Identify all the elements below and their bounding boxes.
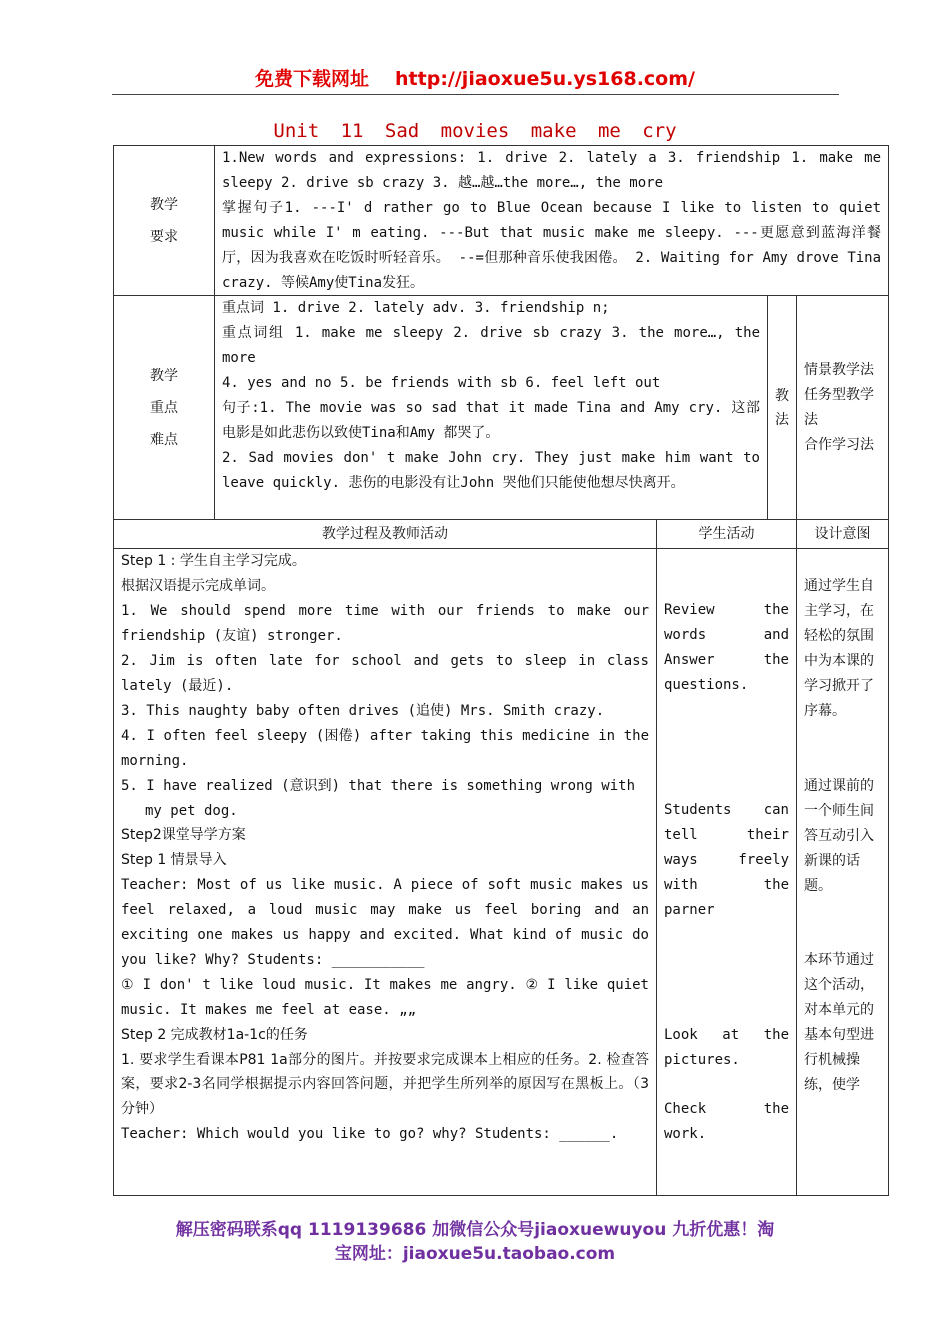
process-row bbox=[114, 549, 889, 1196]
student-activity bbox=[657, 549, 797, 1196]
design-intent-item: 本环节通过这个活动，对本单元的基本句型进行机械操练，使学 bbox=[804, 952, 874, 1093]
process-line: 根据汉语提示完成单词。 bbox=[121, 578, 275, 595]
process-line: Step 2 完成教材1a-1c的任务 bbox=[121, 1026, 308, 1043]
process-line: Teacher: Which would you like to go? why? Students: ______. bbox=[121, 1126, 619, 1143]
header-divider bbox=[112, 94, 839, 95]
process-line: Step 1 情景导入 bbox=[121, 852, 227, 869]
header-label: 免费下载网址 bbox=[255, 68, 370, 90]
design-intent bbox=[797, 549, 889, 1196]
method-item: 合作学习法 bbox=[804, 436, 874, 453]
methods-list bbox=[797, 296, 889, 520]
key-point-line: 重点词 1. drive 2. lately adv. 3. friendship n; bbox=[222, 300, 610, 317]
key-point-line: 2. Sad movies don' t make John cry. They just make him want to leave quickly. 悲伤的电影没有让John 哭他们只能使他想尽快离开。 bbox=[222, 449, 760, 491]
method-item: 情景教学法 bbox=[804, 362, 874, 379]
key-point-line: 句子:1. The movie was so sad that it made Tina and Amy cry. 这部电影是如此悲伤以致使Tina和Amy 都哭了。 bbox=[222, 400, 760, 441]
process-line: ① I don' t like loud music. It makes me angry. ② I like quiet music. It makes me feel at ease. „„ bbox=[121, 976, 649, 1018]
header-url[interactable]: http://jiaoxue5u.ys168.com/ bbox=[395, 68, 695, 90]
process-header-teacher: 教学过程及教师活动 bbox=[114, 520, 657, 549]
design-intent-item: 通过学生自主学习，在轻松的氛围中为本课的学习掀开了序幕。 bbox=[804, 578, 874, 719]
footer-line-1: 解压密码联系qq 1119139686 加微信公众号jiaoxuewuyou 九折优惠！淘 bbox=[175, 1220, 775, 1240]
objectives-label: 教学 要求 bbox=[114, 146, 215, 296]
process-line: 3. This naughty baby often drives (追使) Mrs. Smith crazy. bbox=[121, 702, 605, 719]
process-line: Step 1 : 学生自主学习完成。 bbox=[121, 553, 306, 570]
objectives-content bbox=[215, 146, 889, 296]
key-point-line: 重点词组 1. make me sleepy 2. drive sb crazy 3. the more…, the more bbox=[222, 325, 760, 367]
student-activity-item: Check the work. bbox=[664, 1101, 789, 1143]
download-header bbox=[0, 64, 950, 91]
key-points-content bbox=[215, 296, 768, 520]
key-points-label: 教学 重点 难点 bbox=[114, 296, 215, 520]
student-activity-item: Review the words and Answer the questions. bbox=[664, 602, 789, 694]
process-line: 4. I often feel sleepy (困倦) after taking this medicine in the morning. bbox=[121, 727, 649, 769]
process-line: Step2课堂导学方案 bbox=[121, 827, 246, 844]
design-intent-item: 通过课前的一个师生间答互动引入新课的话题。 bbox=[804, 777, 874, 894]
process-header-student: 学生活动 bbox=[657, 520, 797, 549]
objectives-line: 掌握句子1. ---I' d rather go to Blue Ocean because I like to listen to quiet music while I' m eating. ---But that music make me sleepy. ---更愿意到蓝海洋餐厅，因为我喜欢在吃饭时听轻音乐。 --=但那种音乐使我困倦。 2. Waiting for Amy drove Tina crazy. 等候Amy使Tina发狂。 bbox=[222, 199, 882, 291]
process-line: Teacher: Most of us like music. A piece of soft music makes us feel relaxed, a loud music may make us feel boring and an exciting one makes us happy and excited. What kind of music do you like? Why? Students: ___________ bbox=[121, 877, 649, 968]
student-activity-item: Students can tell their ways freely with the parner bbox=[664, 802, 789, 918]
process-header-row bbox=[114, 520, 889, 549]
process-line: 1. We should spend more time with our friends to make our friendship (友谊) stronger. bbox=[121, 603, 649, 645]
process-header-design: 设计意图 bbox=[797, 520, 889, 549]
key-point-line: 4. yes and no 5. be friends with sb 6. feel left out bbox=[222, 375, 661, 392]
process-line: my pet dog. bbox=[145, 802, 238, 819]
method-label: 教法 bbox=[768, 296, 797, 520]
process-line: 2. Jim is often late for school and gets to sleep in class lately (最近). bbox=[121, 653, 649, 694]
method-item: 任务型教学法 bbox=[804, 387, 874, 428]
key-points-row bbox=[114, 296, 889, 520]
footer-contact bbox=[0, 1218, 950, 1266]
footer-line-2[interactable]: 宝网址：jiaoxue5u.taobao.com bbox=[334, 1244, 616, 1264]
process-line: 5. I have realized (意识到) that there is something wrong with bbox=[121, 777, 636, 794]
teacher-activity bbox=[114, 549, 657, 1196]
process-line: 1. 要求学生看课本P81 1a部分的图片。并按要求完成课本上相应的任务。2. 检查答案，要求2-3名同学根据提示内容回答问题，并把学生所列举的原因写在黑板上。（3分钟） bbox=[121, 1051, 649, 1118]
objectives-row bbox=[114, 146, 889, 296]
lesson-plan-table bbox=[113, 145, 889, 1196]
objectives-line: 1.New words and expressions: 1. drive 2. lately a 3. friendship 1. make me sleepy 2. drive sb crazy 3. 越…越…the more…, the more bbox=[222, 150, 882, 191]
student-activity-item: Look at the pictures. bbox=[664, 1026, 789, 1068]
page-title: Unit 11 Sad movies make me cry bbox=[273, 120, 677, 142]
